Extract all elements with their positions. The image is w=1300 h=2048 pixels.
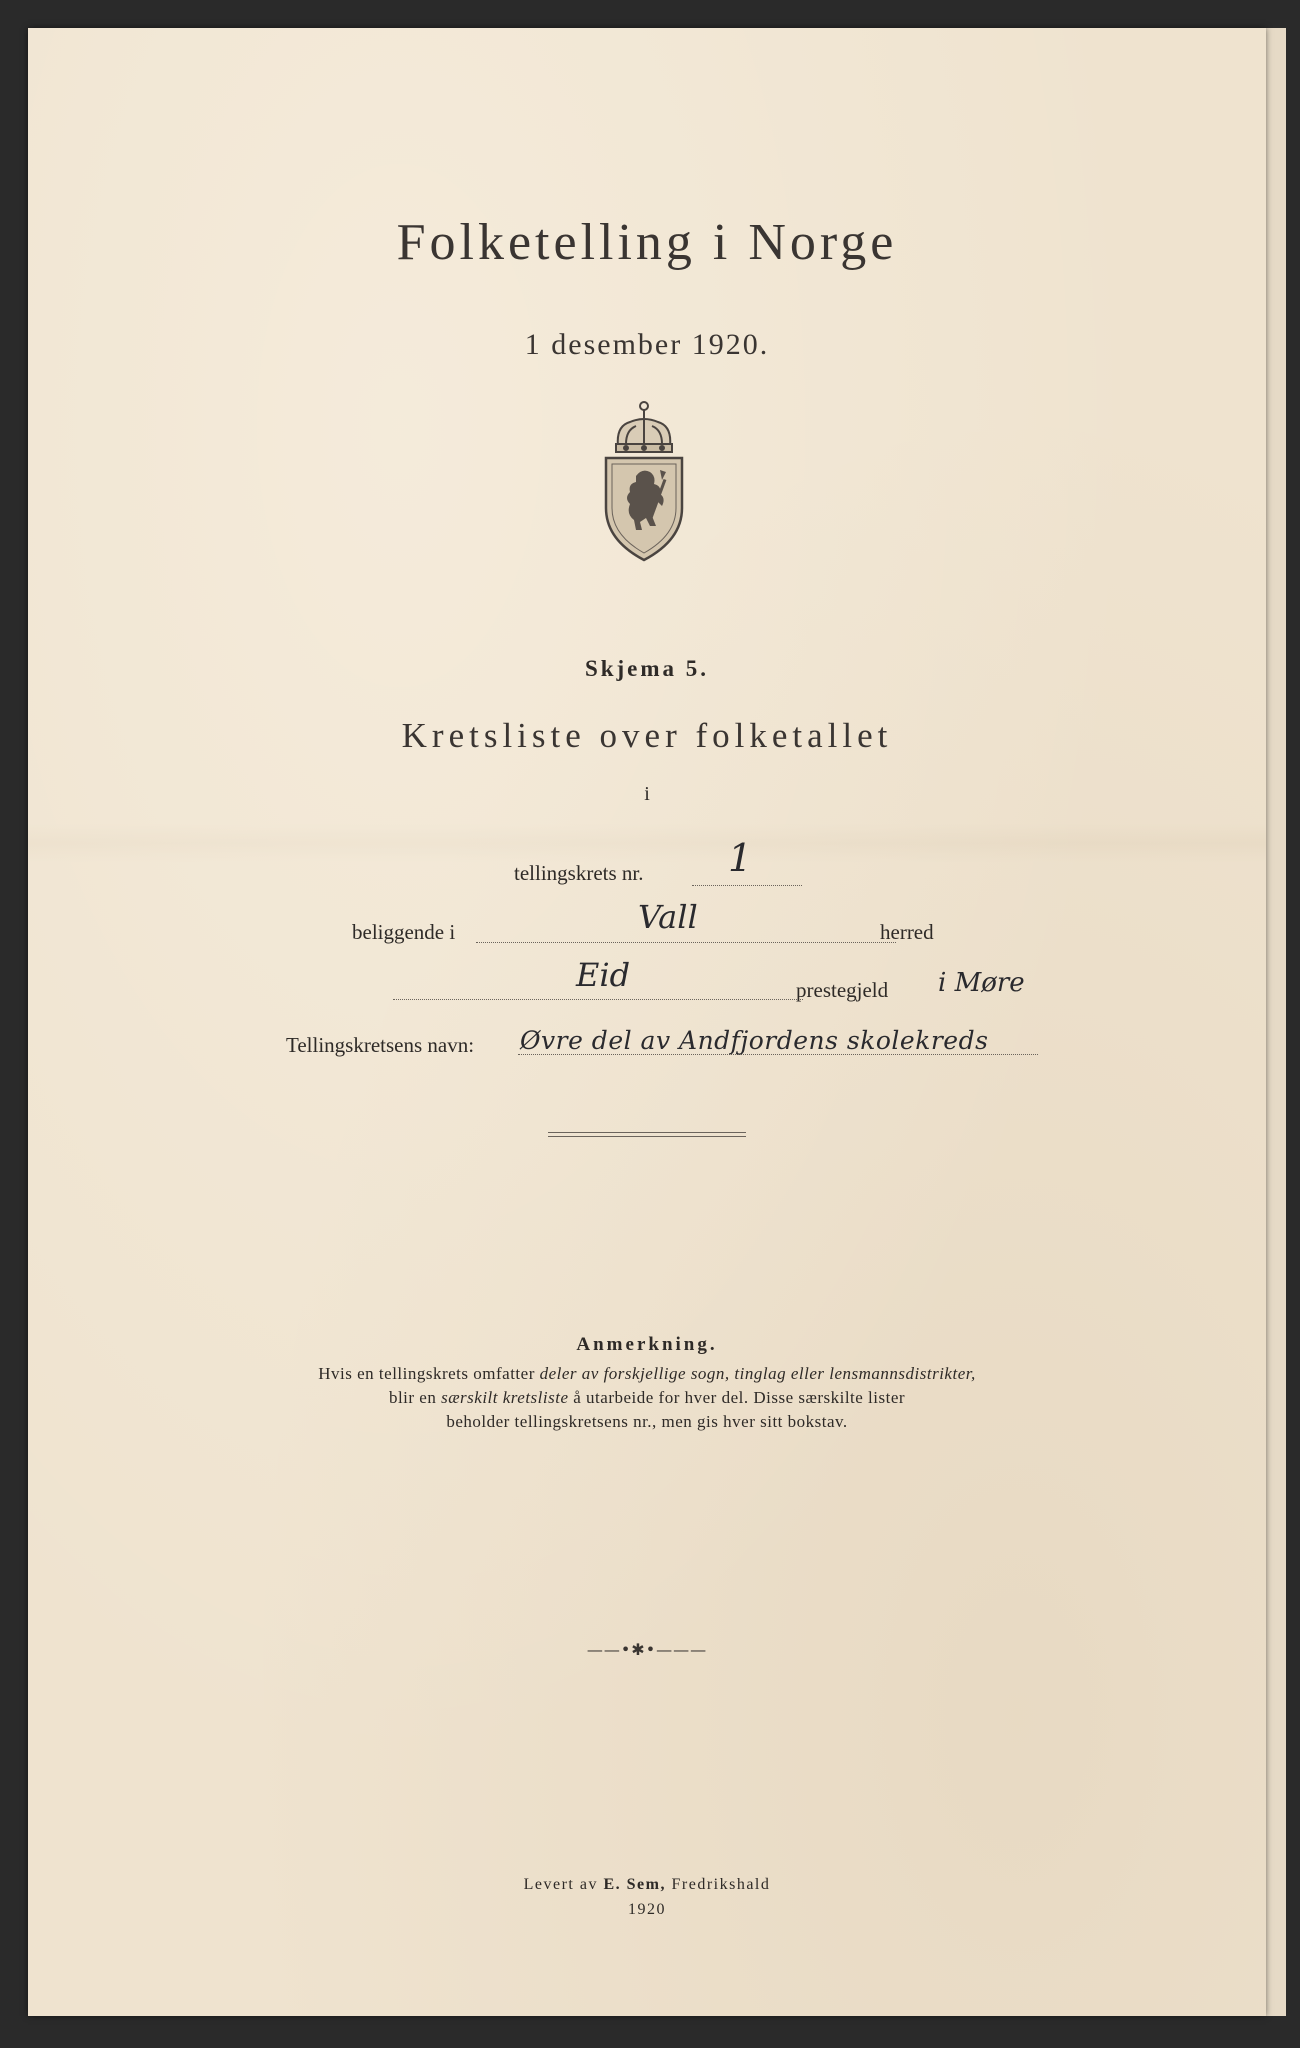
ornament-divider: ——•✱•——— (586, 1640, 708, 1659)
census-form-page (28, 28, 1266, 2016)
note-line-2 (28, 1388, 1266, 1408)
herred-label: herred (880, 920, 934, 944)
district-name-value: Øvre del av Andfjordens skolekreds (520, 1026, 989, 1055)
note-line-1-text: Hvis en tellingskrets omfatter (318, 1364, 540, 1383)
located-in-label: beliggende i (352, 920, 456, 944)
note-line-3: beholder tellingskretsens nr., men gis hver sitt bokstav. (446, 1412, 848, 1431)
district-number-value: 1 (728, 836, 753, 880)
printer-credit (28, 1876, 1266, 1894)
norway-coat-of-arms-icon (596, 398, 692, 563)
municipality-value: Vall (638, 898, 698, 936)
printer-prefix: Levert av (523, 1876, 604, 1893)
parish-value: Eid (576, 956, 631, 994)
municipality-line (476, 942, 896, 943)
county-value: i Møre (938, 968, 1025, 998)
schema-number: Skjema 5. (584, 656, 710, 681)
note-line-1 (28, 1364, 1266, 1384)
printer-year: 1920 (628, 1901, 666, 1918)
page-title: Folketelling i Norge (396, 214, 898, 271)
district-name-label: Tellingskretsens navn: (286, 1033, 475, 1057)
district-number-line (692, 885, 802, 886)
note-line-2-emphasis: særskilt kretsliste (441, 1388, 569, 1407)
printer-name: E. Sem, (603, 1876, 666, 1893)
form-subtitle: Kretsliste over folketallet (401, 716, 893, 755)
note-line-1-emphasis: deler av forskjellige sogn, tinglag eller lensmannsdistrikter, (539, 1364, 976, 1383)
parish-label: prestegjeld (796, 978, 889, 1002)
preposition-i: i (644, 783, 650, 805)
note-line-2-text-a: blir en (388, 1388, 442, 1407)
section-divider (548, 1132, 746, 1137)
note-heading: Anmerkning. (576, 1334, 718, 1355)
district-number-label: tellingskrets nr. (514, 861, 644, 885)
census-date: 1 desember 1920. (524, 328, 770, 361)
parish-line (393, 999, 803, 1000)
printer-city: Fredrikshald (665, 1876, 771, 1893)
page-edge (1266, 28, 1286, 2016)
note-line-2-text-b: å utarbeide for hver del. Disse særskilte lister (568, 1388, 906, 1407)
